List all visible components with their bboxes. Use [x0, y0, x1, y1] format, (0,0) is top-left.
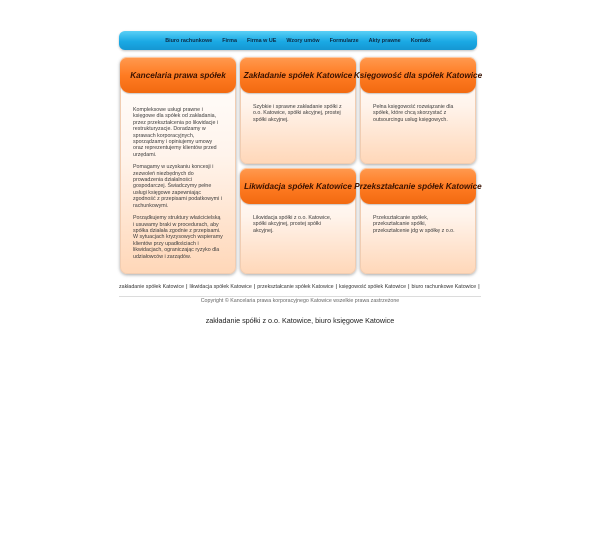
- link-separator: |: [335, 284, 337, 290]
- nav-item-firma[interactable]: Firma: [222, 37, 237, 44]
- box-ksiegowosc: [353, 57, 483, 164]
- footer-link-biuro[interactable]: biuro rachunkowe Katowice: [411, 284, 477, 290]
- footer-tagline: zakładanie spółki z o.o. Katowice, biuro księgowe Katowice: [205, 316, 395, 325]
- box-kancelaria: [120, 57, 236, 274]
- box-kancelaria-paragraph: Kompleksowe usługi prawne i księgowe dla spółek od zakładania, przez przekształcenia po likwidacje i restrukturyzacje. Doradzamy w sprawach korporacyjnych, sporządzamy i opiniujemy umowy oraz reprezentujemy klientów przed urzędami.: [133, 107, 219, 158]
- nav-item-akty-prawne[interactable]: Akty prawne: [368, 37, 401, 44]
- link-separator: |: [186, 284, 188, 290]
- link-separator: |: [253, 284, 256, 290]
- box-likwidacja-text: Likwidacja spółki z o.o. Katowice, spółki akcyjnej, prostej spółki akcyjnej.: [253, 215, 332, 234]
- box-zakladanie-header: [240, 57, 356, 93]
- box-przeksztalcanie-title: Przekształcanie spółek Katowice: [354, 181, 482, 191]
- link-separator: |: [408, 284, 410, 290]
- box-ksiegowosc-header: [353, 57, 483, 93]
- box-kancelaria-body: [120, 93, 236, 260]
- box-ksiegowosc-title: Księgowość dla spółek Katowice: [353, 70, 483, 80]
- box-zakladanie: [240, 57, 356, 164]
- box-przeksztalcanie-text: Przekształcanie spółek, przekształcanie spółki, przekształcenie jdg w spółkę z o.o.: [373, 215, 455, 234]
- box-przeksztalcanie-header: [354, 168, 482, 204]
- nav-item-kontakt[interactable]: Kontakt: [410, 37, 431, 44]
- box-zakladanie-title: Zakładanie spółek Katowice: [243, 70, 353, 80]
- nav-item-formularze[interactable]: Formularze: [329, 37, 359, 44]
- box-zakladanie-text: Szybkie i sprawne zakładanie spółki z o.o. Katowice, spółki akcyjnej, prostej spółki akcyjnej.: [253, 104, 342, 123]
- nav-item-biuro-rachunkowe[interactable]: Biuro rachunkowe: [165, 37, 213, 44]
- box-kancelaria-header: [120, 57, 236, 93]
- footer-link-ksiegowosc[interactable]: księgowość spółek Katowice: [338, 284, 407, 290]
- box-kancelaria-paragraph: Porządkujemy struktury właścicielską i usuwamy braki w procedurach, aby spółka działała zgodnie z przepisami. W sytuacjach kryzysowych wspieramy klientów przy upadłościach i likwidacjach, ograniczając ryzyko dla udziałowców i zarządów.: [133, 215, 223, 260]
- box-kancelaria-paragraph: Pomagamy w uzyskaniu koncesji i zezwoleń niezbędnych do prowadzenia działalności gospodarczej. Świadczymy pełne usługi księgowe zapewniając zgodność z przepisami podatkowymi i rachunkowymi.: [133, 164, 222, 209]
- link-separator: |: [478, 284, 480, 290]
- top-navigation-bar: [119, 31, 477, 50]
- nav-item-wzory-umow[interactable]: Wzory umów: [286, 37, 320, 44]
- nav-item-firma-w-ue[interactable]: Firma w UE: [246, 37, 277, 44]
- footer-link-likwidacja[interactable]: likwidacja spółek Katowice: [189, 284, 252, 290]
- footer-divider: [119, 296, 481, 297]
- box-ksiegowosc-text: Pełna księgowość rozwiązanie dla spółek, które chcą skorzystać z outsourcingu usług księgowych.: [373, 104, 454, 123]
- footer-link-zakladanie[interactable]: zakładanie spółek Katowice: [119, 284, 185, 290]
- footer-link-przeksztalcanie[interactable]: przekształcanie spółek Katowice: [257, 284, 334, 290]
- box-likwidacja-title: Likwidacja spółek Katowice: [244, 181, 352, 191]
- box-kancelaria-title: Kancelaria prawa spółek: [130, 70, 226, 80]
- box-likwidacja-header: [240, 168, 356, 204]
- copyright-text: Copyright © Kancelaria prawa korporacyjnego Katowice wszelkie prawa zastrzeżone: [200, 298, 400, 304]
- box-likwidacja: [240, 168, 356, 274]
- footer-links: [119, 282, 481, 292]
- box-przeksztalcanie: [354, 168, 482, 274]
